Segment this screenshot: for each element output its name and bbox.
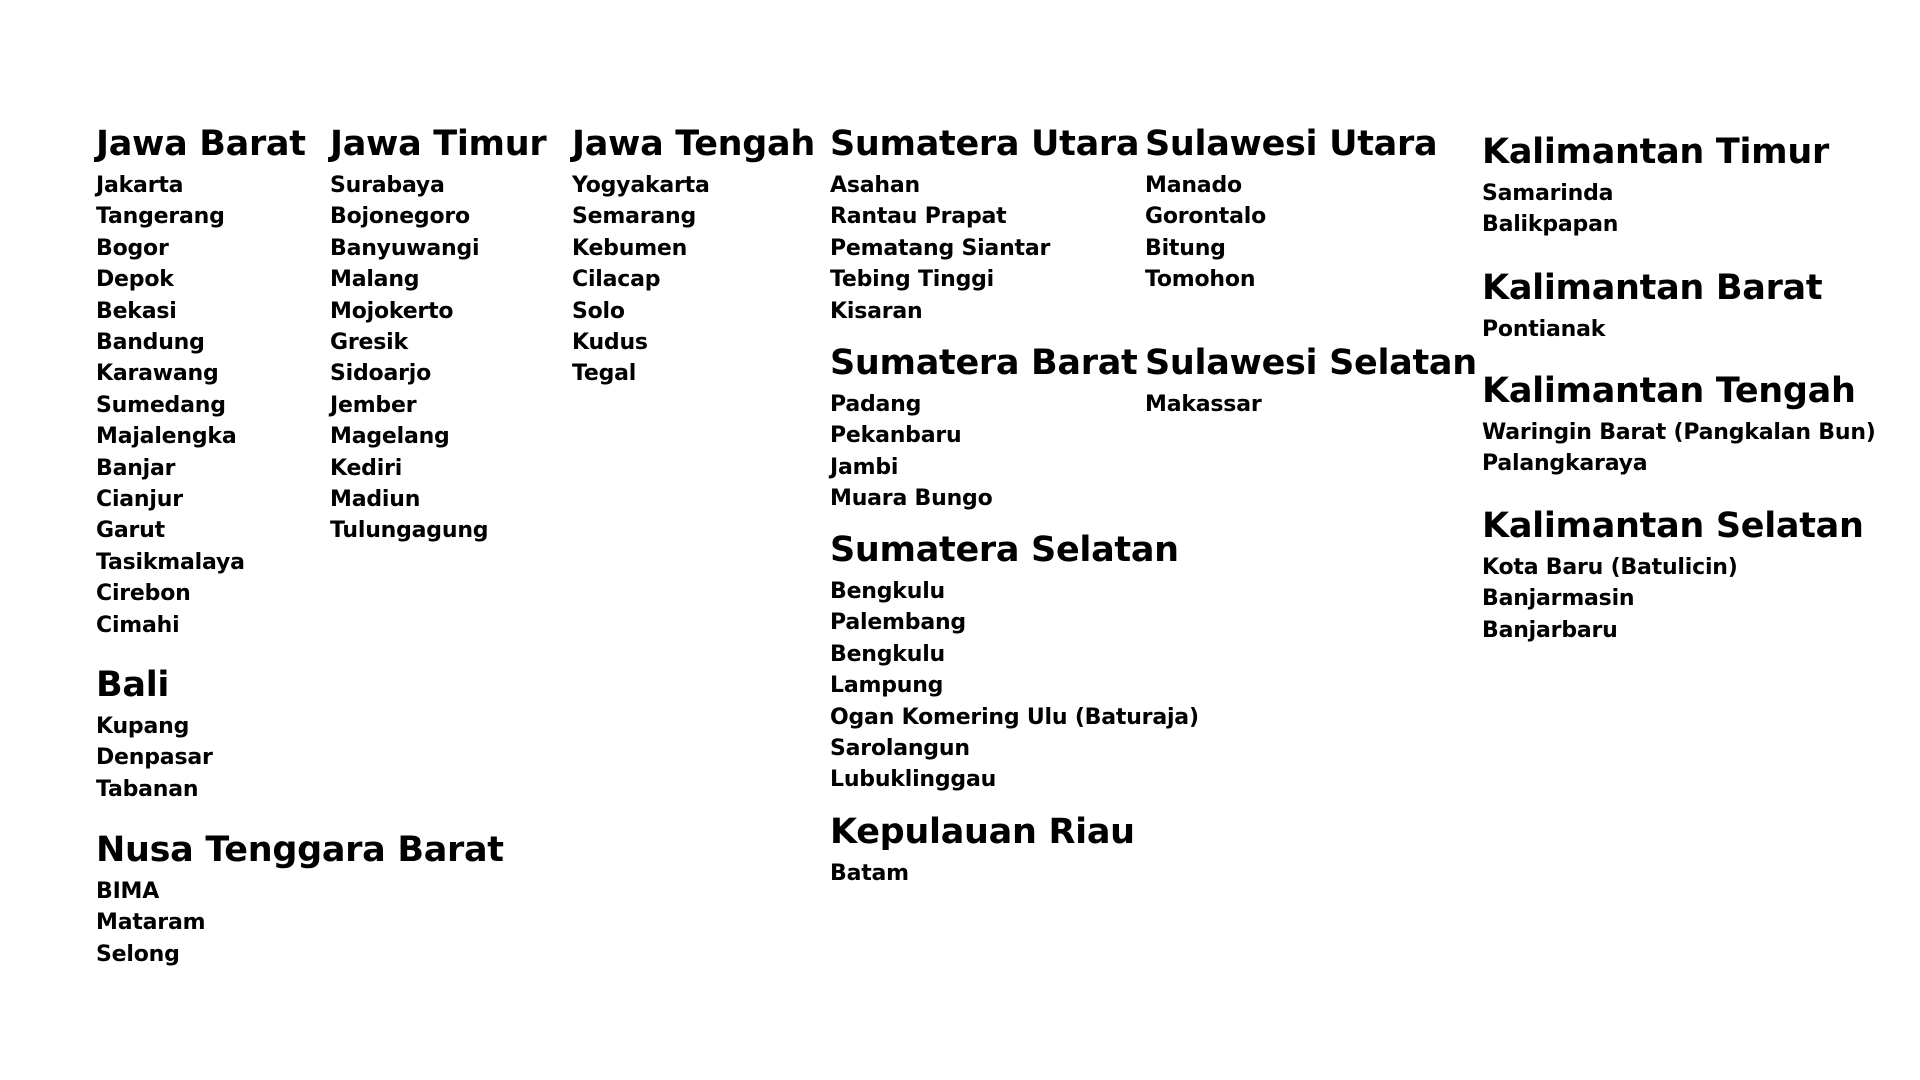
city-item: Banjar [96,455,176,481]
region-title: Kepulauan Riau [830,812,1135,852]
region-nusa-tenggara-barat [96,828,504,970]
city-item: Malang [330,267,420,293]
city-item: Karawang [96,361,219,387]
region-sulawesi-utara [1145,122,1437,296]
city-item: Palembang [830,610,966,636]
region-jawa-timur [330,122,546,547]
city-item: Rantau Prapat [830,204,1007,230]
city-item: Kupang [96,714,190,739]
city-item: Manado [1145,173,1242,198]
city-item: Makassar [1145,392,1262,417]
city-item: Magelang [330,424,450,450]
city-item: Pematang Siantar [830,235,1051,261]
city-list [1482,552,1864,646]
city-item: Cianjur [96,487,183,513]
region-sumatera-utara [830,122,1139,327]
city-item: Pekanbaru [830,423,962,449]
city-item: Samarinda [1482,181,1614,206]
city-item: Tabanan [96,776,199,802]
city-item: Kebumen [572,235,688,261]
city-item: Bengkulu [830,641,945,667]
city-item: Jambi [830,454,899,480]
region-title: Jawa Timur [330,124,547,164]
city-item: Gorontalo [1145,204,1267,230]
city-list [1482,178,1829,241]
city-list [96,711,213,805]
city-item: Ogan Komering Ulu (Baturaja) [830,704,1199,730]
city-item: Kudus [572,330,648,356]
region-sumatera-barat [830,341,1137,515]
city-item: Sarolangun [830,736,970,762]
city-list [572,170,815,390]
region-kalimantan-tengah [1482,369,1876,480]
city-item: Bandung [96,330,205,356]
city-list [830,858,1135,889]
city-item: Garut [96,518,165,544]
city-item: Jakarta [96,173,184,198]
city-item: Banyuwangi [330,235,480,261]
city-item: Bekasi [96,298,177,324]
region-title: Jawa Barat [96,124,306,164]
city-item: Pontianak [1482,317,1606,342]
city-item: Semarang [572,204,697,230]
city-item: Sumedang [96,392,226,418]
region-title: Sumatera Barat [830,343,1138,383]
city-item: Tomohon [1145,267,1256,293]
city-list [830,389,1137,515]
city-item: Waringin Barat (Pangkalan Bun) [1482,420,1876,445]
city-item: Asahan [830,173,920,198]
region-title: Kalimantan Barat [1482,268,1823,308]
city-item: Jember [330,392,417,418]
city-list [1145,170,1437,296]
city-item: Yogyakarta [572,173,710,198]
city-item: Tangerang [96,204,225,230]
region-kalimantan-barat [1482,266,1822,345]
city-item: Selong [96,941,180,967]
region-kepulauan-riau [830,810,1135,889]
city-item: BIMA [96,879,160,904]
city-item: Kediri [330,455,403,481]
city-item: Tebing Tinggi [830,267,995,293]
city-item: Bogor [96,235,169,261]
city-list [96,170,306,641]
city-item: Gresik [330,330,408,356]
region-title: Sulawesi Utara [1145,124,1438,164]
city-item: Banjarbaru [1482,617,1618,643]
city-list [1145,389,1477,420]
city-item: Bojonegoro [330,204,470,230]
city-item: Muara Bungo [830,486,993,512]
region-title: Bali [96,665,170,705]
city-item: Solo [572,298,625,324]
city-item: Banjarmasin [1482,586,1635,612]
region-sulawesi-selatan [1145,341,1477,420]
city-item: Batam [830,861,909,886]
region-title: Sumatera Selatan [830,530,1179,570]
city-list [1482,314,1822,345]
region-jawa-barat [96,122,306,641]
city-item: Kisaran [830,298,923,324]
city-item: Padang [830,392,922,417]
region-title: Jawa Tengah [572,124,815,164]
region-title: Kalimantan Selatan [1482,506,1864,546]
city-item: Madiun [330,487,421,513]
region-title: Kalimantan Timur [1482,132,1829,172]
city-list [330,170,546,547]
region-sumatera-selatan [830,528,1199,796]
city-list [830,576,1199,796]
city-item: Surabaya [330,173,445,198]
city-item: Bitung [1145,235,1226,261]
city-list [96,876,504,970]
region-bali [96,663,213,805]
city-item: Cilacap [572,267,661,293]
region-title: Sulawesi Selatan [1145,343,1477,383]
city-list [830,170,1139,327]
city-item: Depok [96,267,174,293]
city-item: Mataram [96,910,206,936]
region-kalimantan-selatan [1482,504,1864,646]
region-title: Kalimantan Tengah [1482,371,1856,411]
city-item: Mojokerto [330,298,454,324]
city-item: Kota Baru (Batulicin) [1482,555,1738,580]
city-item: Balikpapan [1482,212,1619,238]
city-item: Bengkulu [830,579,945,604]
city-item: Tasikmalaya [96,549,245,575]
city-item: Majalengka [96,424,237,450]
city-item: Lubuklinggau [830,767,997,793]
city-item: Cimahi [96,612,180,638]
city-item: Palangkaraya [1482,451,1648,477]
region-jawa-tengah [572,122,815,390]
city-item: Tulungagung [330,518,489,544]
region-title: Nusa Tenggara Barat [96,830,504,870]
city-item: Lampung [830,673,944,699]
city-item: Cirebon [96,581,191,607]
region-title: Sumatera Utara [830,124,1140,164]
city-item: Tegal [572,361,637,387]
city-item: Sidoarjo [330,361,431,387]
region-kalimantan-timur [1482,130,1829,241]
city-list [1482,417,1876,480]
city-item: Denpasar [96,745,213,771]
